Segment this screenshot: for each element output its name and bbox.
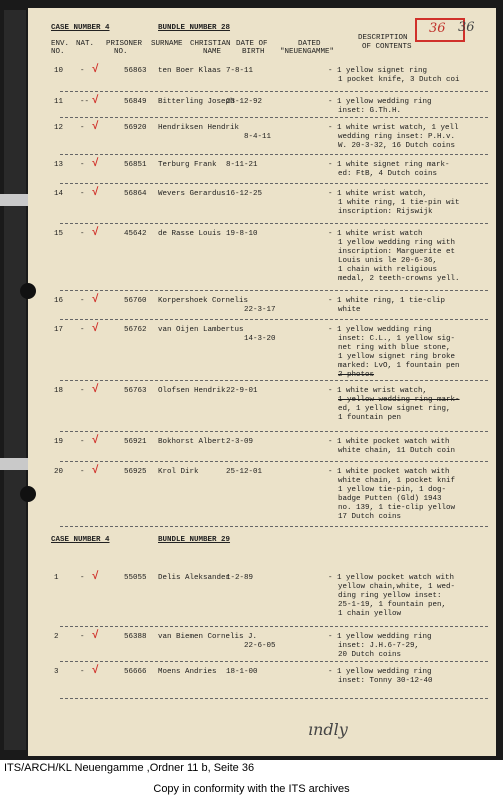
nationality-mark: - (80, 633, 85, 641)
punch-hole (20, 486, 36, 502)
description-line: inscription: Rijswijk (338, 208, 433, 216)
description-line: 2 photos (338, 371, 375, 379)
description-line: yellow chain,white, 1 wed- (338, 583, 456, 591)
prisoner-name: Bokhorst Albert (158, 438, 226, 446)
description-line: ed: FtB, 4 Dutch coins (338, 170, 438, 178)
checkmark-icon: √ (92, 571, 99, 583)
envelope-number: 14 (54, 190, 64, 198)
description-line: white chain, 11 Dutch coin (338, 447, 456, 455)
row-divider (60, 183, 488, 184)
row-divider (60, 431, 488, 432)
row-divider (60, 223, 488, 224)
footer-copy-note: Copy in conformity with the ITS archives (153, 783, 350, 795)
description-line: 17 Dutch coins (338, 513, 402, 521)
checkmark-icon: √ (92, 227, 99, 239)
date-of-birth: 8-4-11 (244, 133, 272, 141)
prisoner-name: Krol Dirk (158, 468, 199, 476)
punch-hole (20, 283, 36, 299)
envelope-number: 10 (54, 67, 64, 75)
row-divider (60, 661, 488, 662)
description-line: 1 yellow wedding ring with (338, 239, 456, 247)
description-line: - 1 yellow wedding ring (328, 633, 432, 641)
prisoner-name: de Rasse Louis (158, 230, 222, 238)
envelope-number: 16 (54, 297, 64, 305)
row-divider (60, 91, 488, 92)
prisoner-number: 56920 (124, 124, 147, 132)
date-of-birth: 7-8-11 (226, 67, 254, 75)
description-line: 1 yellow signet ring broke (338, 353, 456, 361)
description-line: 1 yellow wedding ring mark- (338, 396, 460, 404)
prisoner-number: 56760 (124, 297, 147, 305)
row-divider (60, 319, 488, 320)
paper-sheet: 36 36 CASE NUMBER 4 BUNDLE NUMBER 28 ENV. NO. NAT. PRISONER NO. SURNAME CHRISTIAN NAME DATE OF BIRTH DATED "NEUENGAMME" DESCRIPTION OF CONTENTS 10 - √ 56863 ten Boer Klaas 7-8-11 - 1 yellow signet ring 1 pocket knife, 3 Dutch coi 11 -- √ 56849 Bitterling Joseph 23-12-92 - 1 yellow wedding ring inset: G.Th.H. 12 - √ 56920 Hendriksen Hendrik 8-4-11 - 1 white wrist watch, 1 yell wedding ring inset: P.H.v. W. 20-3-32, 16 Dutch coins 13 - √ 56851 Terburg Frank 8-11-21 - 1 white signet ring mark- ed: FtB, 4 Dutch coins 14 - √ 56864 Wevers Gerardus 16-12-25 - 1 white wrist watch, 1 white ring, 1 tie-pin wit inscription: Rijswijk 15 - √ 45642 de Rasse Louis 19-8-10 - 1 white wrist watch 1 yellow wedding ring with inscription: Marguerite et Louis unis le 20-6-36, 1 chain with religious medal, 2 teeth-crowns yell. 16 - √ 56760 Korpershoek Cornelis 22-3-17 - 1 white ring, 1 tie-clip white 17 - √ 56762 van Oijen Lambertus 14-3-20 - 1 yellow wedding ring inset: C.L., 1 yellow sig- net ring with blue stone, 1 yellow signet ring broke marked: LvO, 1 fountain pen 2 photos 18 - √ 56763 Olofsen Hendrik 22-9-01 - 1 white wrist watch, 1 yellow wedding ring mark- ed, 1 yellow signet ring, 1 fountain pen 19 - √ 56921 Bokhorst Albert 2-3-09 - 1 white pocket watch with white chain, 11 Dutch coin 20 - √ 56925 Krol Dirk 25-12-01 - 1 white pocket watch with white chain, 1 pocket knif 1 yellow tie-pin, 1 dog- badge Putten (Gld) 1943 no. 139, 1 tie-clip yellow 17 Dutch coins CASE NUMBER 4 BUNDLE NUMBER 29 1 - √ 55055 Delis Aleksander 1-2-89 - 1 yellow pocket watch with yellow chain,white, 1 wed- ding ring yellow inset: 25-1-19, 1 fountain pen, 1 chain yellow 2 - √ 56388 van Biemen Cornelis J. 22-6-05 - 1 yellow wedding ring inset: J.H.6-7-29, 20 Dutch coins 3 - √ 56666 Moens Andries 18-1-00 - 1 yellow wedding ring inset: Tonny 30-12-40 ındly (28, 8, 496, 756)
envelope-number: 2 (54, 633, 59, 641)
row-divider (60, 290, 488, 291)
nationality-mark: -- (80, 98, 90, 106)
prisoner-name: Hendriksen Hendrik (158, 124, 240, 132)
prisoner-number: 55055 (124, 574, 147, 582)
date-of-birth: 23-12-92 (226, 98, 263, 106)
date-of-birth: 14-3-20 (244, 335, 276, 343)
prisoner-number: 56863 (124, 67, 147, 75)
description-line: W. 20-3-32, 16 Dutch coins (338, 142, 456, 150)
prisoner-number: 56849 (124, 98, 147, 106)
date-of-birth: 22-6-05 (244, 642, 276, 650)
description-line: - 1 white wrist watch (328, 230, 423, 238)
envelope-number: 19 (54, 438, 64, 446)
binder-tab (0, 194, 30, 206)
row-divider (60, 380, 488, 381)
prisoner-name: van Oijen Lambertus (158, 326, 244, 334)
description-line: - 1 white signet ring mark- (328, 161, 450, 169)
nationality-mark: - (80, 668, 85, 676)
description-line: - 1 white wrist watch, 1 yell (328, 124, 459, 132)
envelope-number: 3 (54, 668, 59, 676)
date-of-birth: 22-3-17 (244, 306, 276, 314)
date-of-birth: 1-2-89 (226, 574, 254, 582)
prisoner-name: Wevers Gerardus (158, 190, 226, 198)
description-line: no. 139, 1 tie-clip yellow (338, 504, 456, 512)
nationality-mark: - (80, 326, 85, 334)
nationality-mark: - (80, 124, 85, 132)
date-of-birth: 8-11-21 (226, 161, 258, 169)
date-of-birth: 19-8-10 (226, 230, 258, 238)
envelope-number: 11 (54, 98, 64, 106)
date-of-birth: 16-12-25 (226, 190, 263, 198)
checkmark-icon: √ (92, 187, 99, 199)
case-number-2: CASE NUMBER 4 (51, 536, 110, 544)
prisoner-number: 56763 (124, 387, 147, 395)
nationality-mark: - (80, 230, 85, 238)
bundle-number-2: BUNDLE NUMBER 29 (158, 536, 231, 544)
description-line: wedding ring inset: P.H.v. (338, 133, 456, 141)
prisoner-number: 56388 (124, 633, 147, 641)
description-line: ed, 1 yellow signet ring, (338, 405, 451, 413)
nationality-mark: - (80, 468, 85, 476)
row-divider (60, 698, 488, 699)
checkmark-icon: √ (92, 95, 99, 107)
prisoner-name: Olofsen Hendrik (158, 387, 226, 395)
prisoner-number: 56925 (124, 468, 147, 476)
nationality-mark: - (80, 574, 85, 582)
prisoner-name: Bitterling Joseph (158, 98, 235, 106)
description-line: white chain, 1 pocket knif (338, 477, 456, 485)
description-line: white (338, 306, 361, 314)
binder-strip (4, 10, 26, 750)
nationality-mark: - (80, 67, 85, 75)
envelope-number: 12 (54, 124, 64, 132)
nationality-mark: - (80, 387, 85, 395)
description-line: - 1 white ring, 1 tie-clip (328, 297, 446, 305)
prisoner-name: Delis Aleksander (158, 574, 231, 582)
page-number-box: 36 (415, 18, 465, 42)
description-line: inset: J.H.6-7-29, (338, 642, 420, 650)
envelope-number: 15 (54, 230, 64, 238)
bundle-number: BUNDLE NUMBER 28 (158, 24, 231, 32)
checkmark-icon: √ (92, 294, 99, 306)
description-line: 20 Dutch coins (338, 651, 402, 659)
row-divider (60, 154, 488, 155)
description-line: - 1 yellow signet ring (328, 67, 428, 75)
envelope-number: 17 (54, 326, 64, 334)
checkmark-icon: √ (92, 665, 99, 677)
case-number: CASE NUMBER 4 (51, 24, 110, 32)
description-line: 25-1-19, 1 fountain pen, (338, 601, 447, 609)
prisoner-name: van Biemen Cornelis J. (158, 633, 258, 641)
prisoner-name: Korpershoek Cornelis (158, 297, 249, 305)
envelope-number: 18 (54, 387, 64, 395)
checkmark-icon: √ (92, 121, 99, 133)
description-line: 1 chain yellow (338, 610, 402, 618)
description-line: badge Putten (Gld) 1943 (338, 495, 442, 503)
description-line: inset: G.Th.H. (338, 107, 402, 115)
nationality-mark: - (80, 161, 85, 169)
row-divider (60, 117, 488, 118)
description-line: - 1 yellow wedding ring (328, 98, 432, 106)
checkmark-icon: √ (92, 64, 99, 76)
row-divider (60, 526, 488, 527)
description-line: - 1 white wrist watch, (328, 387, 428, 395)
description-line: 1 white ring, 1 tie-pin wit (338, 199, 460, 207)
description-line: - 1 white wrist watch, (328, 190, 428, 198)
description-line: inset: Tonny 30-12-40 (338, 677, 433, 685)
description-line: ding ring yellow inset: (338, 592, 442, 600)
description-line: - 1 yellow wedding ring (328, 326, 432, 334)
envelope-number: 13 (54, 161, 64, 169)
prisoner-number: 56921 (124, 438, 147, 446)
date-of-birth: 2-3-09 (226, 438, 254, 446)
checkmark-icon: √ (92, 384, 99, 396)
nationality-mark: - (80, 297, 85, 305)
prisoner-number: 45642 (124, 230, 147, 238)
description-line: 1 fountain pen (338, 414, 402, 422)
prisoner-number: 56864 (124, 190, 147, 198)
page-number-written: 36 (458, 20, 475, 35)
nationality-mark: - (80, 438, 85, 446)
description-line: net ring with blue stone, (338, 344, 451, 352)
prisoner-number: 56762 (124, 326, 147, 334)
description-line: - 1 yellow pocket watch with (328, 574, 455, 582)
description-line: 1 pocket knife, 3 Dutch coi (338, 76, 460, 84)
envelope-number: 20 (54, 468, 64, 476)
prisoner-number: 56851 (124, 161, 147, 169)
description-line: - 1 white pocket watch with (328, 468, 450, 476)
row-divider (60, 461, 488, 462)
checkmark-icon: √ (92, 158, 99, 170)
checkmark-icon: √ (92, 465, 99, 477)
description-line: marked: LvO, 1 fountain pen (338, 362, 460, 370)
prisoner-name: Moens Andries (158, 668, 217, 676)
date-of-birth: 18-1-00 (226, 668, 258, 676)
row-divider (60, 626, 488, 627)
binder-tab (0, 458, 30, 470)
description-line: inscription: Marguerite et (338, 248, 456, 256)
description-line: inset: C.L., 1 yellow sig- (338, 335, 456, 343)
description-line: Louis unis le 20-6-36, (338, 257, 438, 265)
prisoner-number: 56666 (124, 668, 147, 676)
checkmark-icon: √ (92, 323, 99, 335)
description-line: medal, 2 teeth-crowns yell. (338, 275, 460, 283)
prisoner-name: ten Boer Klaas (158, 67, 222, 75)
description-line: 1 yellow tie-pin, 1 dog- (338, 486, 447, 494)
description-line: - 1 yellow wedding ring (328, 668, 432, 676)
prisoner-name: Terburg Frank (158, 161, 217, 169)
date-of-birth: 22-9-01 (226, 387, 258, 395)
checkmark-icon: √ (92, 630, 99, 642)
date-of-birth: 25-12-01 (226, 468, 263, 476)
description-line: 1 chain with religious (338, 266, 438, 274)
envelope-number: 1 (54, 574, 59, 582)
description-line: - 1 white pocket watch with (328, 438, 450, 446)
footer-archive-reference: ITS/ARCH/KL Neuengamme ,Ordner 11 b, Seite 36 (4, 762, 255, 774)
checkmark-icon: √ (92, 435, 99, 447)
signature: ındly (308, 720, 348, 739)
nationality-mark: - (80, 190, 85, 198)
